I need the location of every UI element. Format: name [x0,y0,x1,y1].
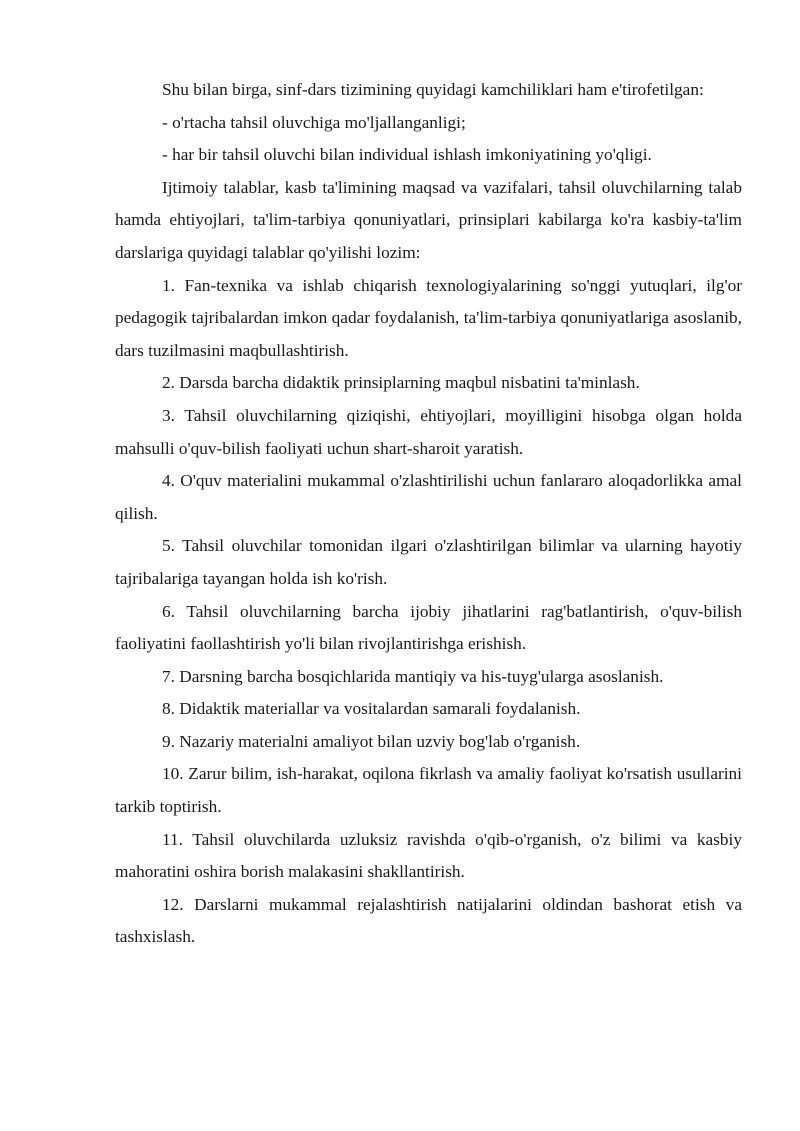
paragraph-requirements-intro: Ijtimoiy talablar, kasb ta'limining maqsad va vazifalari, tahsil oluvchilarning talab hamda ehtiyojlari, ta'lim-tarbiya qonuniyatlari, prinsiplari kabilarga ko'ra kasbiy-ta'lim darslariga quyidagi talablar qo'yilishi lozim: [115,177,742,262]
paragraph-requirement-7: 7. Darsning barcha bosqichlarida mantiqiy va his-tuyg'ularga asoslanish. [162,666,664,686]
paragraph-requirement-11: 11. Tahsil oluvchilarda uzluksiz ravishda o'qib-o'rganish, o'z bilimi va kasbiy mahoratini oshira borish malakasini shakllantirish. [115,829,742,882]
paragraph-requirement-3: 3. Tahsil oluvchilarning qiziqishi, ehtiyojlari, moyilligini hisobga olgan holda mahsulli o'quv-bilish faoliyati uchun shart-sharoit yaratish. [115,405,742,458]
paragraph-intro: Shu bilan birga, sinf-dars tizimining quyidagi kamchiliklari ham e'tirofetilgan: [162,80,704,99]
paragraph-requirement-9: 9. Nazariy materialni amaliyot bilan uzviy bog'lab o'rganish. [162,731,581,751]
paragraph-requirement-6: 6. Tahsil oluvchilarning barcha ijobiy jihatlarini rag'batlantirish, o'quv-bilish faoliyatini faollashtirish yo'li bilan rivojlantirishga erishish. [115,601,742,654]
paragraph-shortcoming-1: - o'rtacha tahsil oluvchiga mo'ljallanganligi; [162,112,466,132]
paragraph-requirement-1: 1. Fan-texnika va ishlab chiqarish texnologiyalarining so'nggi yutuqlari, ilg'or pedagogik tajribalardan imkon qadar foydalanish, ta'lim-tarbiya qonuniyatlariga asoslanib, dars tuzilmasini maqbullashtirish. [115,275,742,360]
paragraph-requirement-12: 12. Darslarni mukammal rejalashtirish natijalarini oldindan bashorat etish va tashxislash. [115,894,742,947]
paragraph-shortcoming-2: - har bir tahsil oluvchi bilan individual ishlash imkoniyatining yo'qligi. [162,145,652,165]
paragraph-requirement-8: 8. Didaktik materiallar va vositalardan samarali foydalanish. [162,699,581,719]
paragraph-requirement-4: 4. O'quv materialini mukammal o'zlashtirilishi uchun fanlararo aloqadorlikka amal qilish. [115,471,742,523]
paragraph-requirement-5: 5. Tahsil oluvchilar tomonidan ilgari o'zlashtirilgan bilimlar va ularning hayotiy tajribalariga tayangan holda ish ko'rish. [115,536,742,588]
paragraph-requirement-2: 2. Darsda barcha didaktik prinsiplarning maqbul nisbatini ta'minlash. [162,373,640,393]
document-page [115,74,742,954]
paragraph-requirement-10: 10. Zarur bilim, ish-harakat, oqilona fikrlash va amaliy faoliyat ko'rsatish usullarini tarkib toptirish. [115,764,742,817]
